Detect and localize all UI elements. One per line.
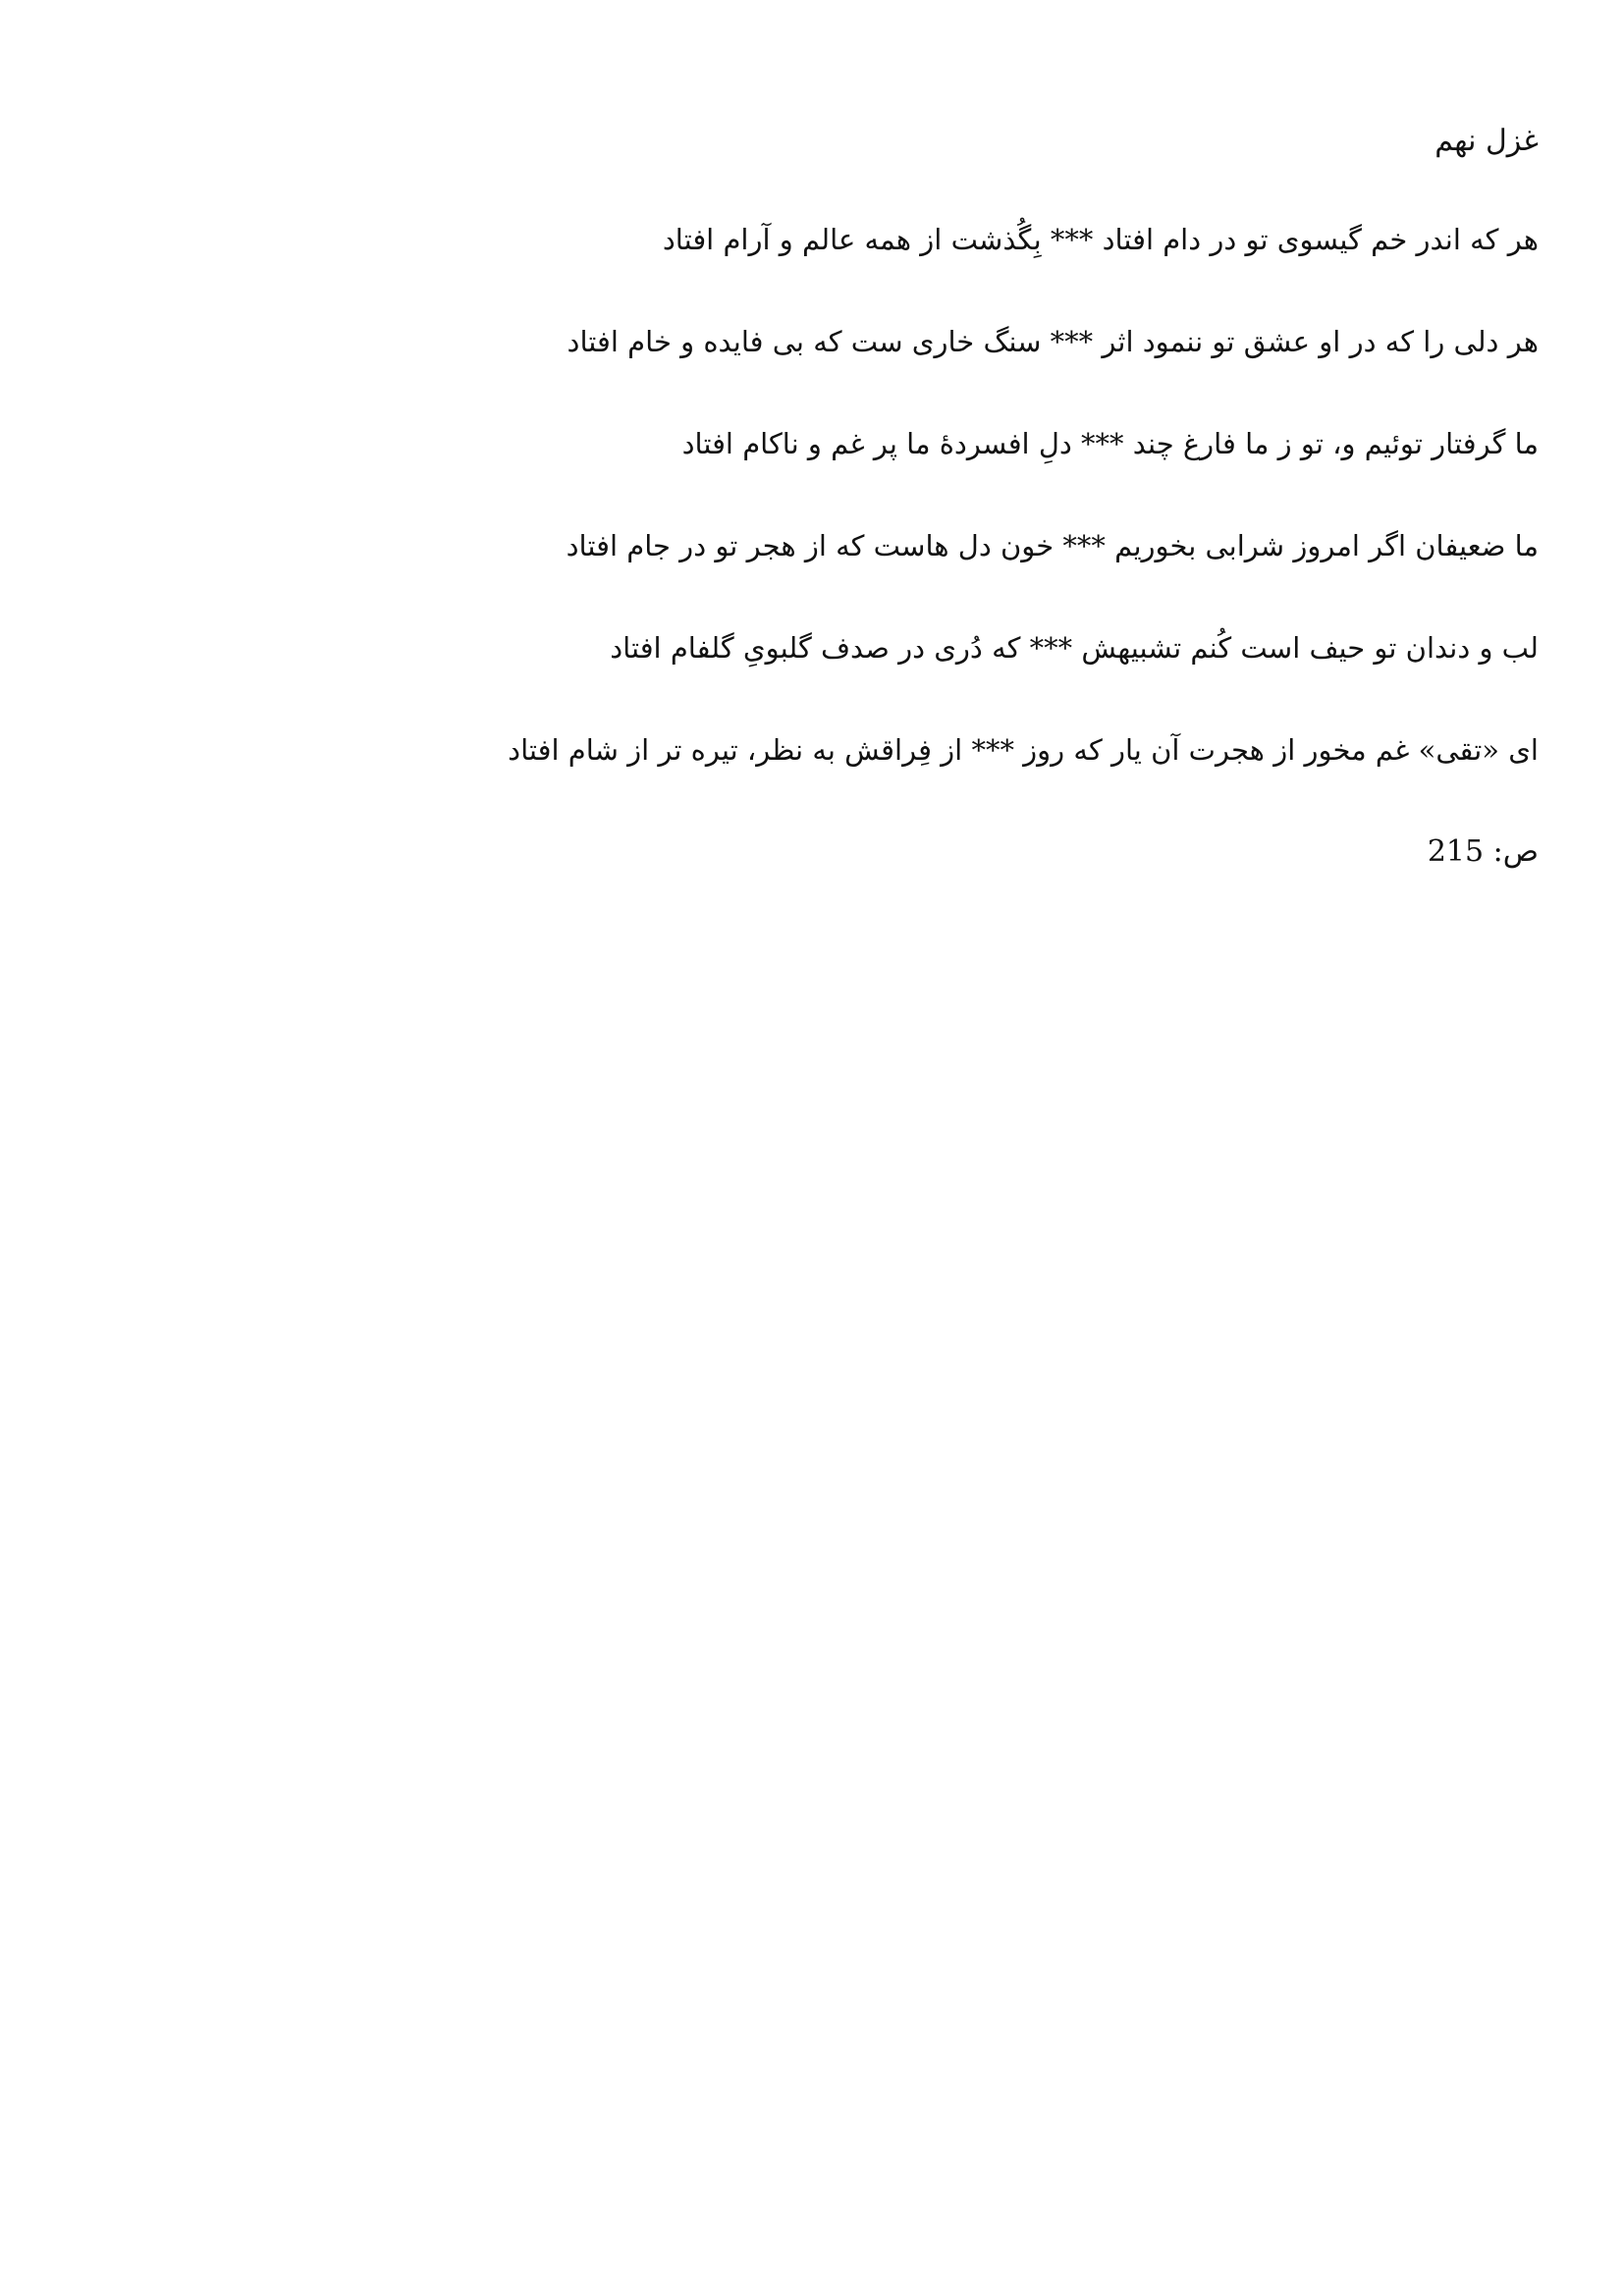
verse-line: ای «تقی» غم مخور از هجرت آن یار که روز *** از فِراقش به نظر، تیره تر از شام افتاد — [508, 733, 1539, 767]
poem-content — [459, 116, 1539, 878]
verse-line: ما ضعیفان اگر امروز شرابی بخوریم *** خون دل هاست که از هجر تو در جام افتاد — [566, 529, 1539, 562]
verse-line: لب و دندان تو حیف است کُنم تشبیهش *** که دُری در صدف گلبویِ گلفام افتاد — [610, 631, 1539, 665]
verse-line: هر که اندر خم گیسوی تو در دام افتاد *** بِگُذشت از همه عالم و آرام افتاد — [662, 223, 1539, 256]
page-number: ص: 215 — [1427, 834, 1539, 869]
verse-line: هر دلی را که در او عشق تو ننمود اثر *** سنگ خاری ست که بی فایده و خام افتاد — [567, 325, 1539, 358]
poem-title: غزل نهم — [1434, 124, 1539, 158]
verse-line: ما گرفتار توئیم و، تو ز ما فارغ چند *** دلِ افسردهٔ ما پر غم و ناکام افتاد — [681, 427, 1539, 460]
